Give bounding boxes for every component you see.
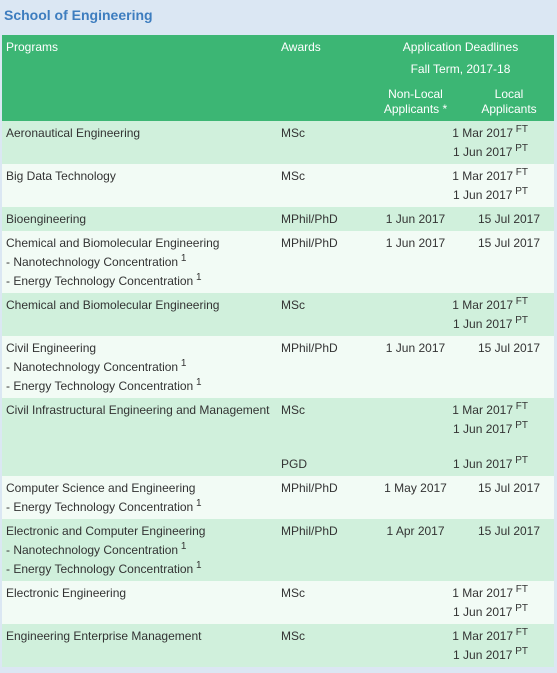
deadline-cell <box>367 398 554 441</box>
study-mode: FT <box>513 584 528 595</box>
program-cell <box>2 624 277 667</box>
header-local-line2: Applicants <box>481 102 537 116</box>
program-cell <box>2 581 277 624</box>
award-cell: MSc <box>277 121 367 164</box>
local-deadline: 15 Jul 2017 <box>464 207 554 231</box>
header-programs: Programs <box>2 35 277 121</box>
footnote-marker: 1 <box>193 272 202 283</box>
deadline-date: 1 Mar 2017 <box>452 298 513 312</box>
program-name: Civil Engineering <box>6 341 97 355</box>
deadline-line <box>371 143 528 162</box>
local-deadline: 15 Jul 2017 <box>464 519 554 581</box>
deadline-line <box>371 296 528 315</box>
footnote-marker: 1 <box>193 498 202 509</box>
deadline-date: 1 Mar 2017 <box>452 586 513 600</box>
deadline-line <box>371 124 528 143</box>
local-deadline: 15 Jul 2017 <box>464 476 554 519</box>
header-local <box>464 85 554 121</box>
deadline-line <box>371 646 528 665</box>
program-name: Chemical and Biomolecular Engineering <box>6 236 220 250</box>
award-cell: MSc <box>277 581 367 624</box>
header-non-local-line2: Applicants * <box>383 102 448 116</box>
program-name: Computer Science and Engineering <box>6 481 196 495</box>
deadline-date: 1 Mar 2017 <box>452 403 513 417</box>
concentration <box>6 253 273 272</box>
non-local-deadline: 1 May 2017 <box>367 476 464 519</box>
local-deadline: 15 Jul 2017 <box>464 231 554 293</box>
program-name: Electronic and Computer Engineering <box>6 524 206 538</box>
award-cell: MPhil/PhD <box>277 519 367 581</box>
footnote-marker: 1 <box>193 560 202 571</box>
concentration-name: - Nanotechnology Concentration <box>6 255 179 269</box>
deadline-date: 1 Jun 2017 <box>453 457 513 471</box>
concentration-name: - Energy Technology Concentration <box>6 274 194 288</box>
deadline-date: 1 Jun 2017 <box>453 648 513 662</box>
program-cell <box>2 398 277 476</box>
program-name: Civil Infrastructural Engineering and Management <box>6 403 270 417</box>
concentration-name: - Nanotechnology Concentration <box>6 543 179 557</box>
concentration <box>6 358 273 377</box>
footnote-marker: 1 <box>178 541 187 552</box>
study-mode: FT <box>513 401 528 412</box>
table-row <box>2 476 554 519</box>
award-cell: PGD <box>277 441 367 476</box>
study-mode: PT <box>512 603 528 614</box>
table-row <box>2 121 554 164</box>
header-term: Fall Term, 2017-18 <box>367 55 554 85</box>
local-deadline: 15 Jul 2017 <box>464 336 554 398</box>
non-local-deadline: 1 Jun 2017 <box>367 207 464 231</box>
header-non-local-line1: Non-Local <box>388 87 443 101</box>
concentration-name: - Energy Technology Concentration <box>6 379 194 393</box>
table-row <box>2 207 554 231</box>
deadline-line <box>371 420 528 439</box>
header-awards: Awards <box>277 35 367 121</box>
concentration <box>6 498 273 517</box>
study-mode: FT <box>513 296 528 307</box>
award-cell: MSc <box>277 398 367 441</box>
concentration <box>6 272 273 291</box>
table-row <box>2 293 554 336</box>
deadline-line <box>371 186 528 205</box>
study-mode: PT <box>512 420 528 431</box>
study-mode: PT <box>512 455 528 466</box>
program-cell <box>2 121 277 164</box>
program-cell <box>2 231 277 293</box>
header-non-local <box>367 85 464 121</box>
concentration-name: - Energy Technology Concentration <box>6 562 194 576</box>
school-title: School of Engineering <box>4 7 153 23</box>
program-name: Bioengineering <box>6 212 87 226</box>
deadline-date: 1 Jun 2017 <box>453 317 513 331</box>
table-row <box>2 624 554 667</box>
deadlines-table <box>2 35 554 667</box>
study-mode: FT <box>513 627 528 638</box>
program-name: Chemical and Biomolecular Engineering <box>6 298 220 312</box>
study-mode: PT <box>512 315 528 326</box>
program-cell <box>2 293 277 336</box>
table-row <box>2 164 554 207</box>
header-local-line1: Local <box>494 87 524 101</box>
deadline-line <box>371 455 528 474</box>
deadline-cell <box>367 581 554 624</box>
study-mode: PT <box>512 186 528 197</box>
non-local-deadline: 1 Apr 2017 <box>367 519 464 581</box>
program-name: Engineering Enterprise Management <box>6 629 202 643</box>
deadline-cell <box>367 441 554 476</box>
program-cell <box>2 476 277 519</box>
concentration <box>6 377 273 396</box>
deadline-cell <box>367 121 554 164</box>
concentration <box>6 541 273 560</box>
award-cell: MSc <box>277 293 367 336</box>
deadline-line <box>371 603 528 622</box>
table-header <box>2 35 554 121</box>
program-cell <box>2 164 277 207</box>
concentration-name: - Nanotechnology Concentration <box>6 360 179 374</box>
deadline-date: 1 Mar 2017 <box>452 629 513 643</box>
deadline-date: 1 Mar 2017 <box>452 169 513 183</box>
table-body <box>2 121 554 667</box>
deadline-date: 1 Jun 2017 <box>453 422 513 436</box>
study-mode: FT <box>513 167 528 178</box>
study-mode: PT <box>512 646 528 657</box>
header-deadlines: Application Deadlines <box>367 35 554 55</box>
concentration-name: - Energy Technology Concentration <box>6 500 194 514</box>
deadline-cell <box>367 293 554 336</box>
deadline-date: 1 Mar 2017 <box>452 126 513 140</box>
award-cell: MPhil/PhD <box>277 231 367 293</box>
deadline-cell <box>367 164 554 207</box>
footnote-marker: 1 <box>193 377 202 388</box>
non-local-deadline: 1 Jun 2017 <box>367 336 464 398</box>
study-mode: PT <box>512 143 528 154</box>
deadline-line <box>371 627 528 646</box>
deadline-line <box>371 167 528 186</box>
deadline-date: 1 Jun 2017 <box>453 145 513 159</box>
deadline-date: 1 Jun 2017 <box>453 605 513 619</box>
study-mode: FT <box>513 124 528 135</box>
program-cell <box>2 519 277 581</box>
program-name: Electronic Engineering <box>6 586 127 600</box>
program-cell <box>2 336 277 398</box>
footnote-marker: 1 <box>178 358 187 369</box>
table-row <box>2 231 554 293</box>
table-row <box>2 398 554 441</box>
deadline-date: 1 Jun 2017 <box>453 188 513 202</box>
deadline-line <box>371 584 528 603</box>
award-cell: MSc <box>277 164 367 207</box>
deadline-cell <box>367 624 554 667</box>
table-row <box>2 336 554 398</box>
concentration <box>6 560 273 579</box>
program-name: Aeronautical Engineering <box>6 126 141 140</box>
award-cell: MSc <box>277 624 367 667</box>
deadline-line <box>371 315 528 334</box>
program-name: Big Data Technology <box>6 169 116 183</box>
program-cell <box>2 207 277 231</box>
table-row <box>2 581 554 624</box>
table-row <box>2 519 554 581</box>
non-local-deadline: 1 Jun 2017 <box>367 231 464 293</box>
award-cell: MPhil/PhD <box>277 476 367 519</box>
award-cell: MPhil/PhD <box>277 207 367 231</box>
award-cell: MPhil/PhD <box>277 336 367 398</box>
deadline-line <box>371 401 528 420</box>
footnote-marker: 1 <box>178 253 187 264</box>
